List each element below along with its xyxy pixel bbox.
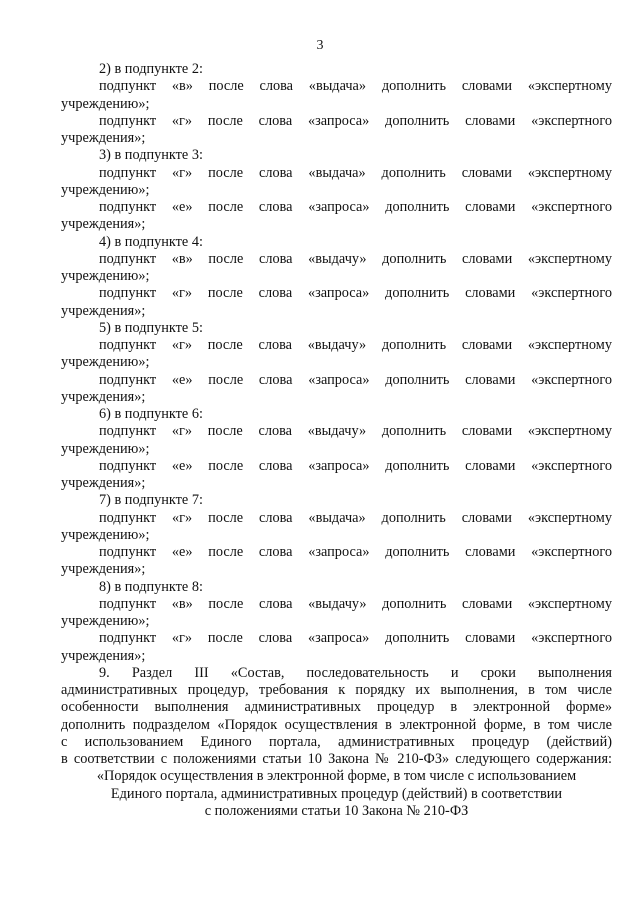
text-line: 3) в подпункте 3: xyxy=(99,147,203,164)
text-line: учреждению»; xyxy=(61,268,150,284)
text-line: подпункт «е» после слова «запроса» дополнить словами «экспертного xyxy=(99,199,612,215)
text-line: подпункт «г» после слова «запроса» дополнить словами «экспертного xyxy=(99,630,612,647)
text-line: подпункт «в» после слова «выдачу» дополнить словами «экспертному xyxy=(99,595,612,612)
text-line: учреждения»; xyxy=(61,561,146,578)
text-line: 4) в подпункте 4: xyxy=(99,233,203,250)
text-line: учреждению»; xyxy=(61,440,150,457)
text-line: 8) в подпункте 8: xyxy=(99,578,203,595)
text-line: 5) в подпункте 5: xyxy=(99,319,203,336)
text-line: 2) в подпункте 2: xyxy=(99,61,203,77)
text-line: «Порядок осуществления в электронной форме, в том числе с использованием xyxy=(96,768,577,785)
text-line: 9. Раздел III «Состав, последовательность и сроки выполнения xyxy=(99,664,612,681)
text-line: подпункт «г» после слова «выдачу» дополнить словами «экспертному xyxy=(99,423,612,440)
text-line: Единого портала, административных процедур (действий) в соответствии xyxy=(110,785,563,802)
text-line: особенности выполнения административных процедур в электронной форме» xyxy=(61,699,612,716)
text-line: подпункт «г» после слова «выдачу» дополнить словами «экспертному xyxy=(99,337,612,353)
text-line: учреждения»; xyxy=(61,216,146,233)
text-line: в соответствии с положениями статьи 10 Закона № 210-ФЗ» следующего содержания: xyxy=(61,751,612,767)
text-line: подпункт «г» после слова «запроса» дополнить словами «экспертного xyxy=(99,112,612,129)
text-line: учреждения»; xyxy=(61,475,146,491)
text-line: учреждения»; xyxy=(61,302,146,319)
text-line: подпункт «г» после слова «запроса» дополнить словами «экспертного xyxy=(99,285,612,302)
text-line: административных процедур, требования к порядку их выполнения, в том числе xyxy=(61,682,612,698)
text-line: подпункт «е» после слова «запроса» дополнить словами «экспертного xyxy=(99,544,612,560)
text-line: с использованием Единого портала, административных процедур (действий) xyxy=(61,733,612,750)
text-line: с положениями статьи 10 Закона № 210-ФЗ xyxy=(204,802,469,819)
text-line: 7) в подпункте 7: xyxy=(99,492,203,509)
document-body xyxy=(61,61,612,820)
text-line: учреждения»; xyxy=(61,388,146,405)
text-line: подпункт «в» после слова «выдачу» дополнить словами «экспертному xyxy=(99,250,612,267)
text-line: учреждению»; xyxy=(61,354,150,371)
text-line: учреждению»; xyxy=(61,613,150,629)
text-line: 6) в подпункте 6: xyxy=(99,406,203,422)
text-line: подпункт «г» после слова «выдача» дополнить словами «экспертному xyxy=(99,164,612,181)
text-line: подпункт «в» после слова «выдача» дополнить словами «экспертному xyxy=(99,78,612,95)
text-line: учреждению»; xyxy=(61,181,150,198)
text-line: учреждению»; xyxy=(61,526,150,543)
text-line: учреждения»; xyxy=(61,130,146,146)
text-line: подпункт «г» после слова «выдача» дополнить словами «экспертному xyxy=(99,509,612,526)
text-line: подпункт «е» после слова «запроса» дополнить словами «экспертного xyxy=(99,371,612,388)
text-line: учреждению»; xyxy=(61,95,150,112)
text-line: учреждения»; xyxy=(61,647,146,664)
text-line: дополнить подразделом «Порядок осуществления в электронной форме, в том числе xyxy=(61,716,612,733)
page-number: 3 xyxy=(316,38,324,53)
text-line: подпункт «е» после слова «запроса» дополнить словами «экспертного xyxy=(99,457,612,474)
